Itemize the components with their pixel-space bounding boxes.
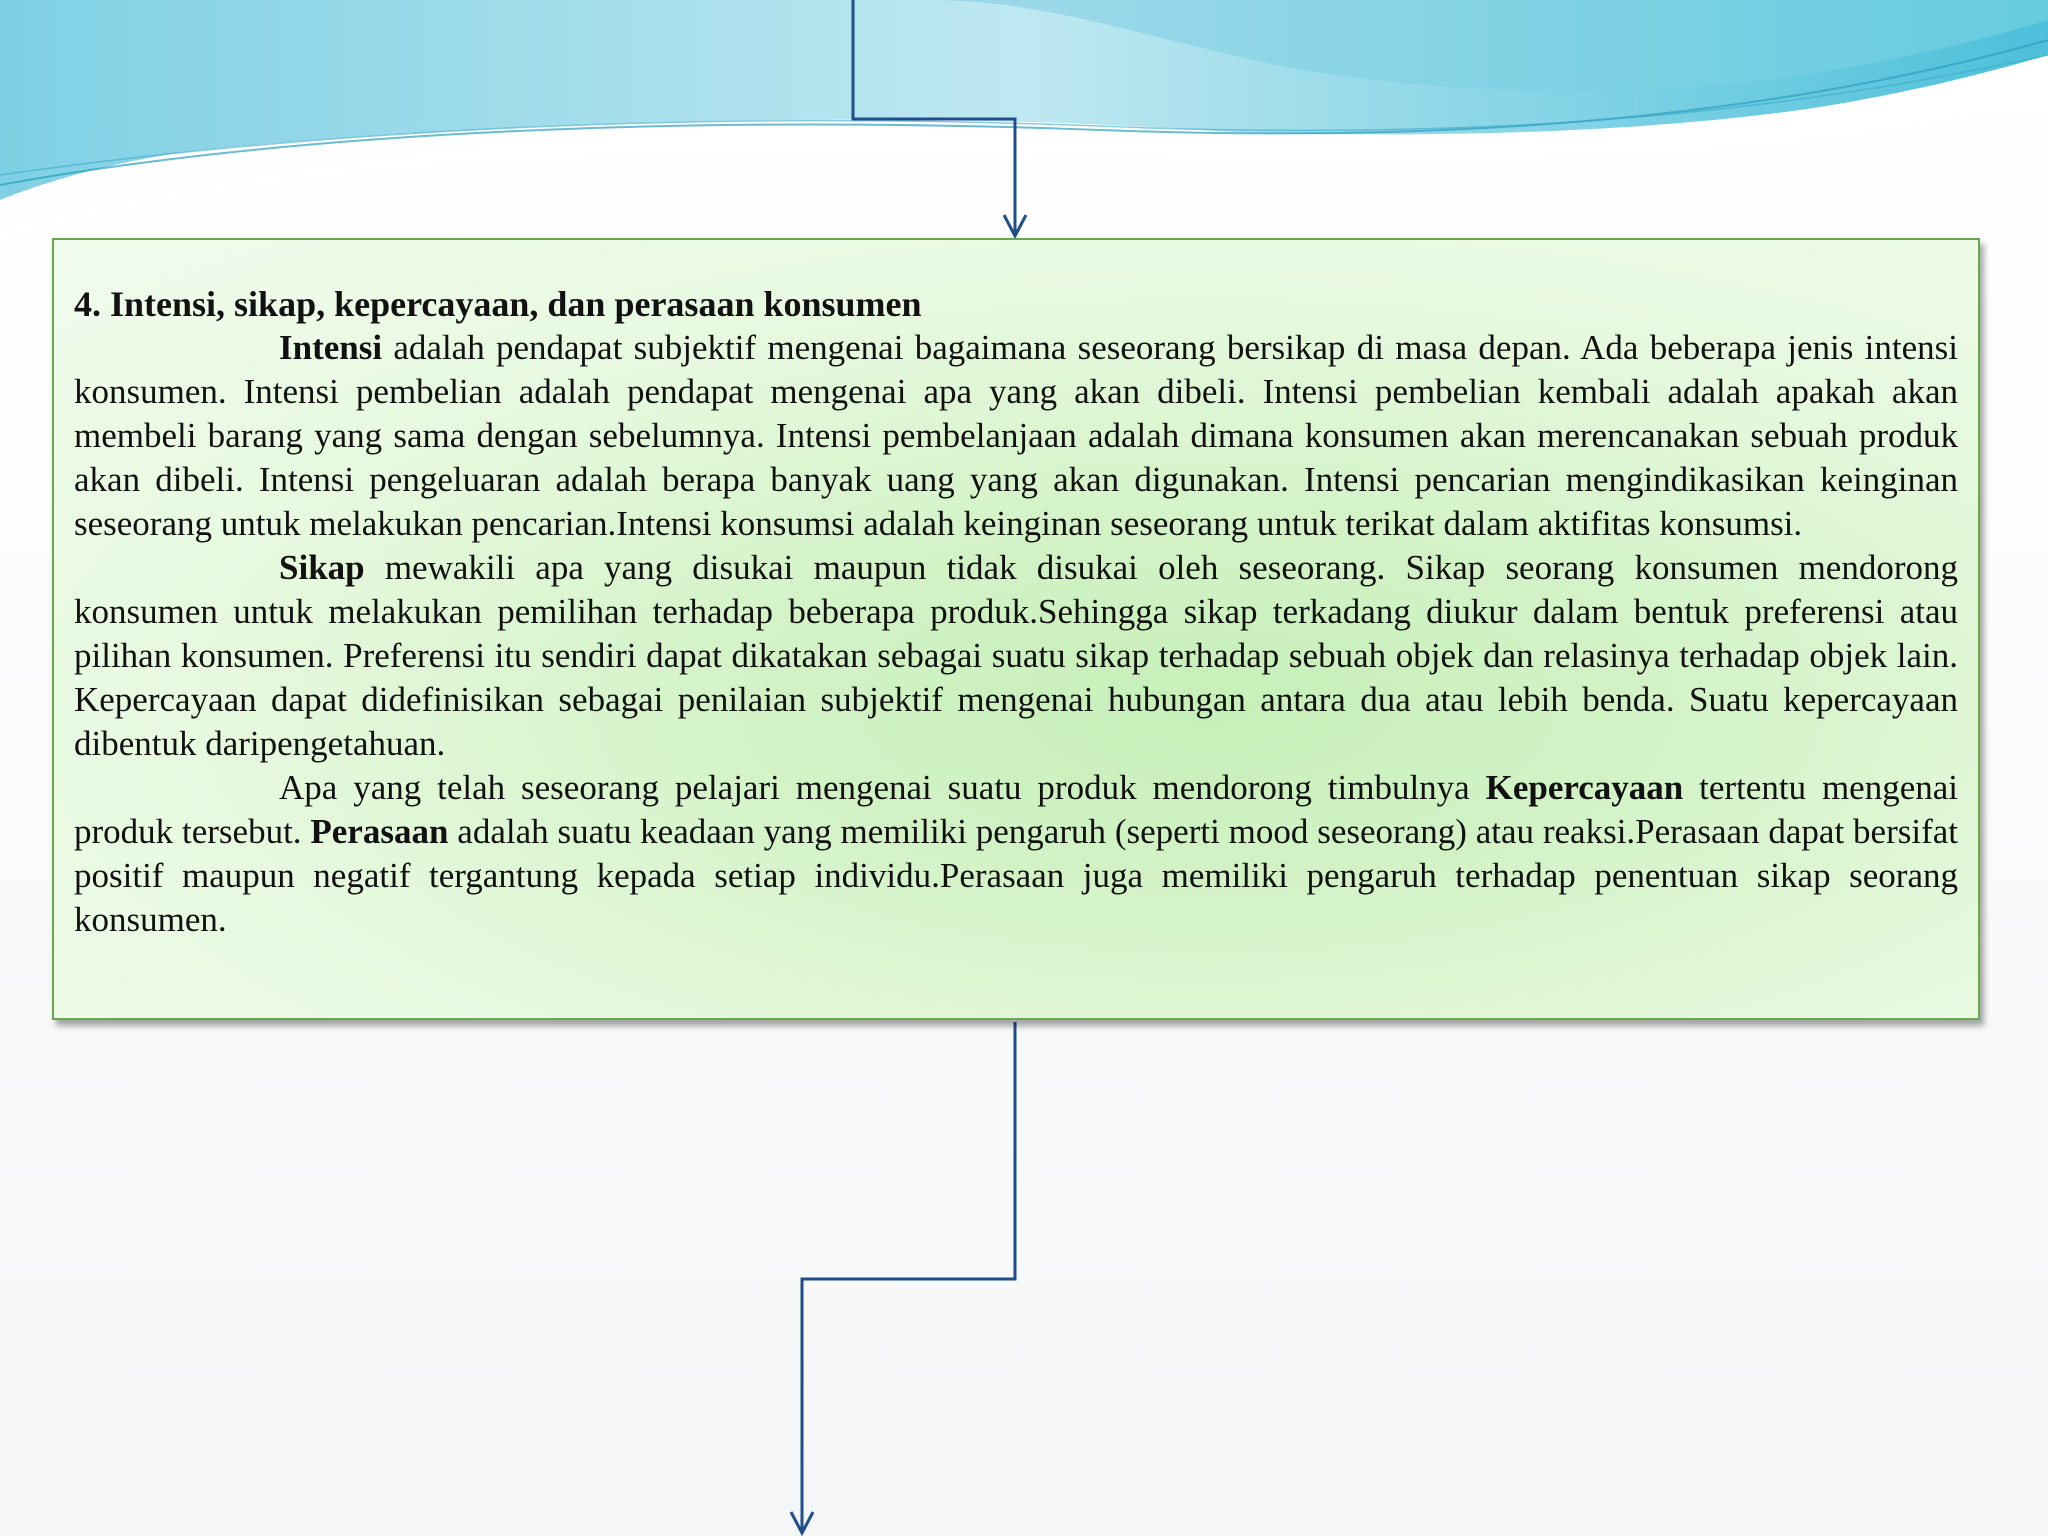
paragraph-3-text-2: tertentu mengenai produk tersebut.: [74, 768, 1959, 851]
outgoing-connector-line: [802, 1022, 1015, 1530]
paragraph-intensi-text: adalah pendapat subjektif mengenai bagaimana seseorang bersikap di masa depan. Ada beberapa jenis intensi konsumen. Intensi pembelian adalah pendapat mengenai apa yang akan dibeli. Intensi pembelian kembali adalah apakah akan membeli barang yang sama dengan sebelumnya. Intensi pembelanjaan adalah dimana konsumen akan merencanakan sebuah produk akan dibeli. Intensi pengeluaran adalah berapa banyak uang yang akan digunakan. Intensi pencarian mengindikasikan keinginan seseorang untuk melakukan pencarian.Intensi konsumsi adalah keinginan seseorang untuk terikat dalam aktifitas konsumsi.: [74, 328, 1958, 543]
term-perasaan: Perasaan: [310, 812, 449, 851]
content-textbox: [52, 238, 1980, 1020]
outgoing-arrowhead: [791, 1512, 813, 1533]
term-kepercayaan: Kepercayaan: [1485, 768, 1684, 807]
header-wave-decoration: [0, 0, 2048, 240]
paragraph-3-text-3: adalah suatu keadaan yang memiliki pengaruh (seperti mood seseorang) atau reaksi.Perasaan dapat bersifat positif maupun negatif tergantung kepada setiap individu.Perasaan juga memiliki pengaruh terhadap penentuan sikap seorang konsumen.: [74, 812, 1958, 939]
section-title: 4. Intensi, sikap, kepercayaan, dan perasaan konsumen: [74, 284, 922, 324]
paragraph-sikap-text: mewakili apa yang disukai maupun tidak disukai oleh seseorang. Sikap seorang konsumen mendorong konsumen untuk melakukan pemilihan terhadap beberapa produk.Sehingga sikap terkadang diukur dalam bentuk preferensi atau pilihan konsumen. Preferensi itu sendiri dapat dikatakan sebagai suatu sikap terhadap sebuah objek dan relasinya terhadap objek lain. Kepercayaan dapat didefinisikan sebagai penilaian subjektif mengenai hubungan antara dua atau lebih benda. Suatu kepercayaan dibentuk daripengetahuan.: [74, 548, 1958, 763]
term-intensi: Intensi: [279, 328, 383, 367]
term-sikap: Sikap: [279, 548, 365, 587]
paragraph-intensi: [74, 326, 1958, 546]
paragraph-sikap: [74, 546, 1958, 766]
paragraph-kepercayaan-perasaan: [74, 766, 1958, 942]
paragraph-3-text-1: Apa yang telah seseorang pelajari mengenai suatu produk mendorong timbulnya: [279, 768, 1486, 807]
